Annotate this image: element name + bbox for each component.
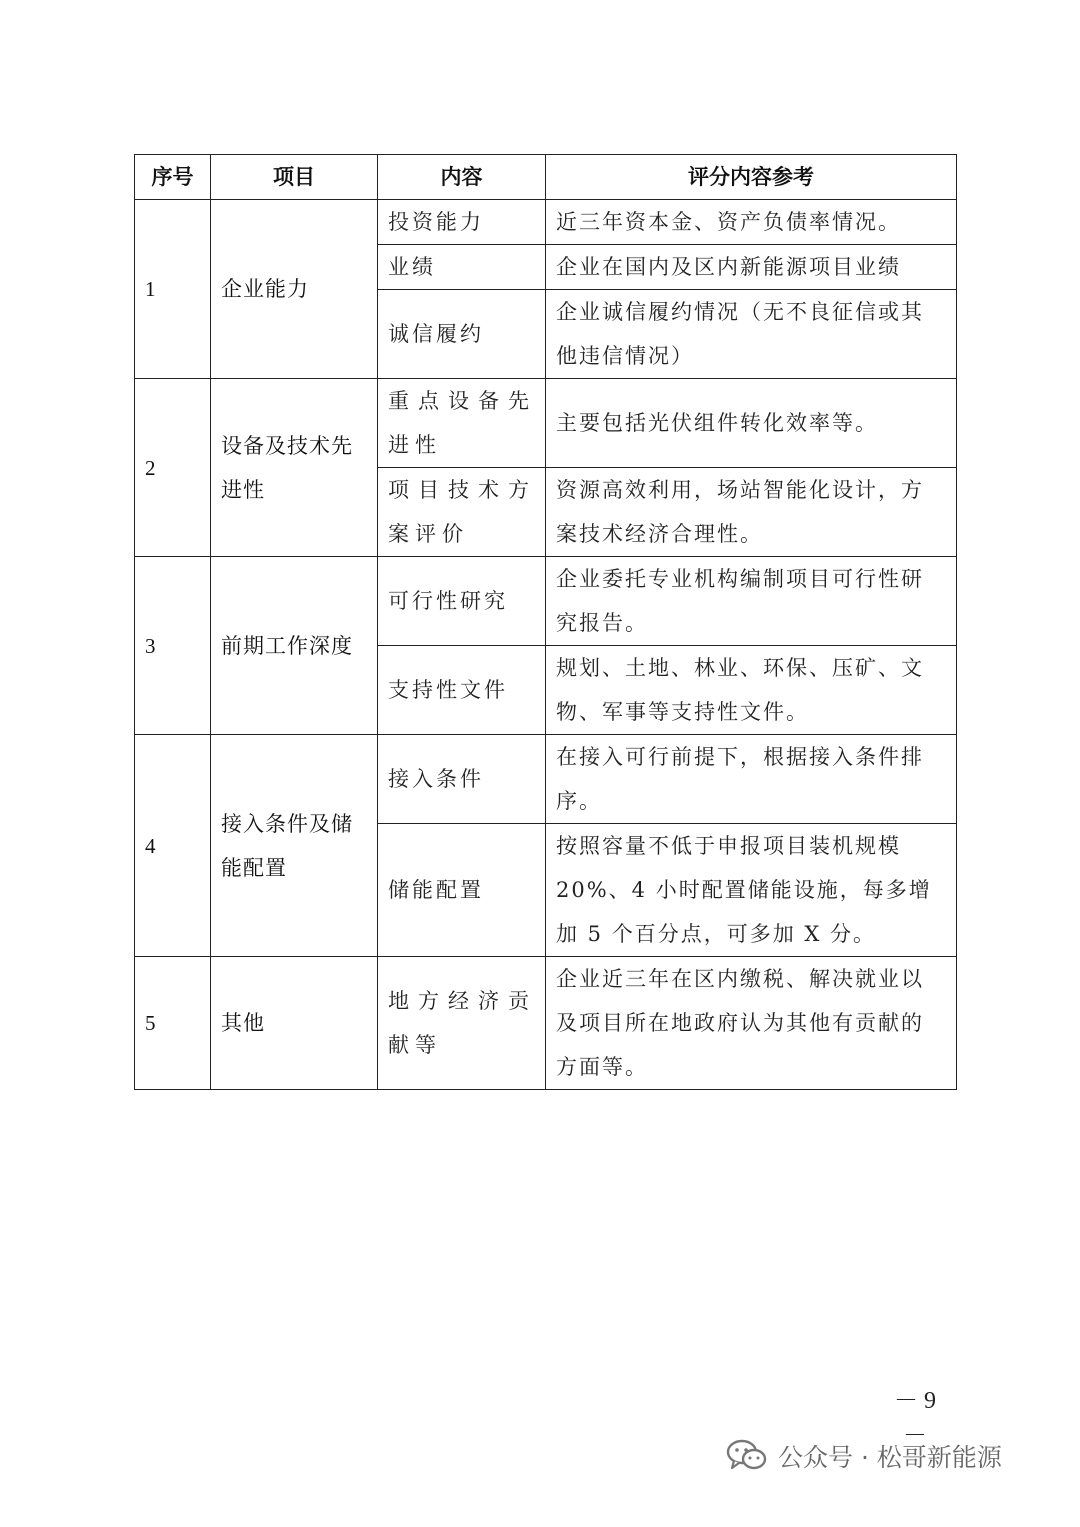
row-reference: 在接入可行前提下，根据接入条件排序。 [546,735,957,824]
row-item: 企业能力 [211,200,378,379]
row-item: 接入条件及储能配置 [211,735,378,957]
table-header-row [135,155,957,200]
wechat-icon [726,1438,768,1474]
row-content: 投资能力 [378,200,546,245]
table-row [135,957,957,1090]
row-reference: 近三年资本金、资产负债率情况。 [546,200,957,245]
row-item: 其他 [211,957,378,1090]
header-content: 内容 [378,155,546,200]
table-row [135,200,957,245]
row-reference: 企业近三年在区内缴税、解决就业以及项目所在地政府认为其他有贡献的方面等。 [546,957,957,1090]
row-content: 诚信履约 [378,290,546,379]
row-reference: 企业委托专业机构编制项目可行性研究报告。 [546,557,957,646]
row-item: 前期工作深度 [211,557,378,735]
row-reference: 企业诚信履约情况（无不良征信或其他违信情况） [546,290,957,379]
row-reference: 资源高效利用，场站智能化设计，方案技术经济合理性。 [546,468,957,557]
watermark [726,1432,1002,1480]
row-number: 3 [135,557,211,735]
header-item: 项目 [211,155,378,200]
row-number: 2 [135,379,211,557]
row-content: 接入条件 [378,735,546,824]
row-number: 1 [135,200,211,379]
row-content: 支持性文件 [378,646,546,735]
row-number: 5 [135,957,211,1090]
row-content: 业绩 [378,245,546,290]
row-content: 项目技术方案评价 [378,468,546,557]
row-content: 储能配置 [378,824,546,957]
page-number: － 9 － [894,1388,936,1449]
scoring-table [134,154,957,1090]
row-reference: 主要包括光伏组件转化效率等。 [546,379,957,468]
row-reference: 按照容量不低于申报项目装机规模 20%、4 小时配置储能设施，每多增加 5 个百分点，可多加 X 分。 [546,824,957,957]
row-content: 地方经济贡献等 [378,957,546,1090]
row-number: 4 [135,735,211,957]
row-reference: 企业在国内及区内新能源项目业绩 [546,245,957,290]
table-row [135,557,957,646]
row-reference: 规划、土地、林业、环保、压矿、文物、军事等支持性文件。 [546,646,957,735]
row-content: 重点设备先进性 [378,379,546,468]
table-row [135,379,957,468]
header-reference: 评分内容参考 [546,155,957,200]
row-item: 设备及技术先进性 [211,379,378,557]
table-row [135,735,957,824]
header-number: 序号 [135,155,211,200]
watermark-text: 公众号 · 松哥新能源 [778,1443,1002,1472]
row-content: 可行性研究 [378,557,546,646]
